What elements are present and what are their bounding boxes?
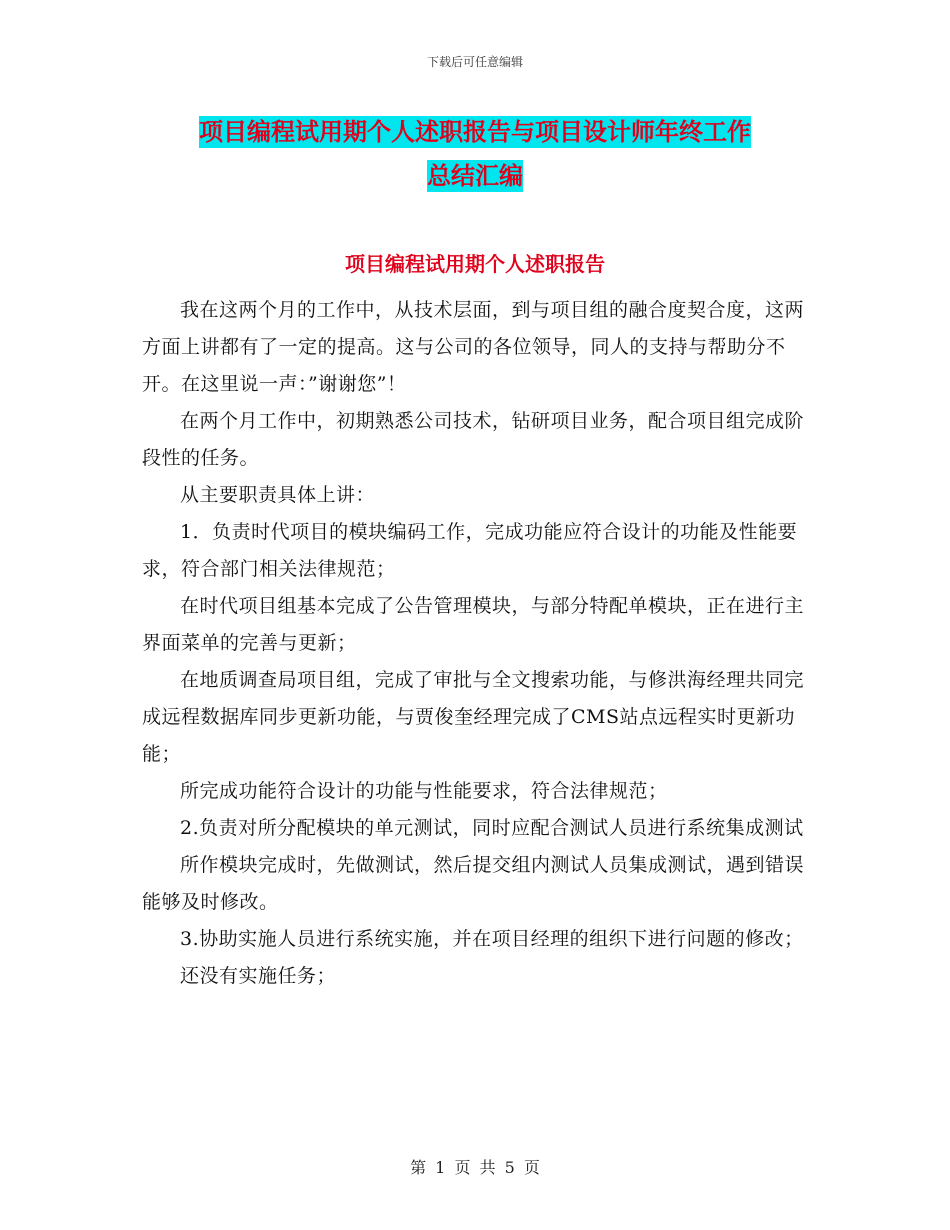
header-note: 下载后可任意编辑 (426, 55, 523, 69)
paragraph: 还没有实施任务； (180, 965, 337, 987)
body-text (142, 292, 807, 995)
paragraph: 3.协助实施人员进行系统实施，并在项目经理的组织下进行问题的修改； (180, 928, 804, 950)
paragraph: 从主要职责具体上讲： (180, 484, 376, 506)
paragraph: 在两个月工作中，初期熟悉公司技术，钻研项目业务，配合项目组完成阶段性的任务。 (142, 410, 805, 469)
document-title-line2: 总结汇编 (427, 162, 523, 190)
document-title (0, 110, 950, 198)
page-footer: 第 1 页 共 5 页 (410, 1158, 540, 1177)
paragraph: 1．负责时代项目的模块编码工作，完成功能应符合设计的功能及性能要求，符合部门相关法律规范； (142, 521, 798, 580)
section-title: 项目编程试用期个人述职报告 (345, 252, 605, 276)
paragraph: 我在这两个月的工作中，从技术层面，到与项目组的融合度契合度，这两方面上讲都有了一定的提高。这与公司的各位领导，同人的支持与帮助分不开。在这里说一声：”谢谢您”！ (142, 299, 805, 395)
document-title-line1: 项目编程试用期个人述职报告与项目设计师年终工作 (199, 118, 751, 146)
paragraph: 所完成功能符合设计的功能与性能要求，符合法律规范； (180, 780, 668, 802)
paragraph: 在时代项目组基本完成了公告管理模块，与部分特配单模块，正在进行主界面菜单的完善与更新； (142, 595, 805, 654)
paragraph: 2.负责对所分配模块的单元测试，同时应配合测试人员进行系统集成测试 (180, 817, 804, 839)
paragraph: 所作模块完成时，先做测试，然后提交组内测试人员集成测试，遇到错误能够及时修改。 (142, 854, 805, 913)
paragraph: 在地质调查局项目组，完成了审批与全文搜索功能，与修洪海经理共同完成远程数据库同步更新功能，与贾俊奎经理完成了CMS站点远程实时更新功能； (142, 669, 805, 765)
